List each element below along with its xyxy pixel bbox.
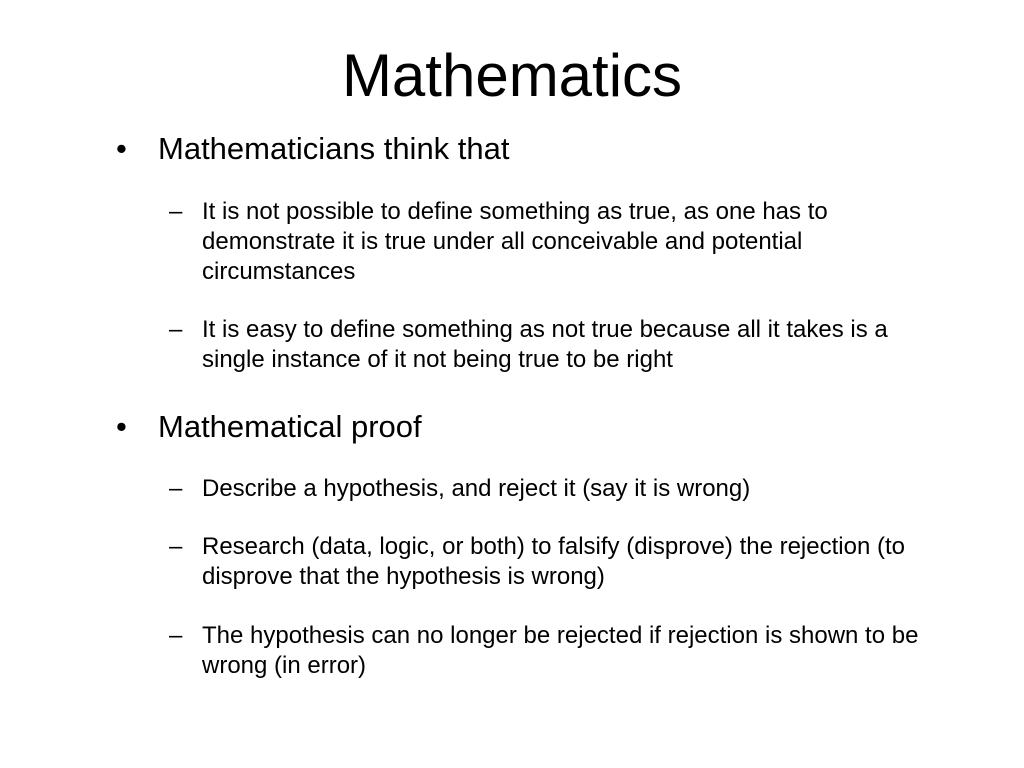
sub-bullet-item: [169, 315, 922, 375]
bullet-item: [116, 409, 938, 445]
sub-bullet-text: Describe a hypothesis, and reject it (say it is wrong): [202, 475, 751, 502]
bullet-icon: •: [116, 131, 127, 166]
sub-bullet-item: [169, 197, 922, 287]
sub-bullet-item: [169, 532, 922, 592]
sub-bullet-text: The hypothesis can no longer be rejected if rejection is shown to be wrong (in error): [202, 622, 919, 679]
bullet-text: Mathematical proof: [158, 409, 422, 444]
sub-bullet-text: It is easy to define something as not true because all it takes is a single instance of it not being true to be right: [202, 316, 888, 373]
dash-icon: –: [169, 622, 183, 649]
dash-icon: –: [169, 316, 183, 343]
sub-bullet-item: [169, 621, 922, 681]
sub-bullet-text: Research (data, logic, or both) to falsify (disprove) the rejection (to disprove that the hypothesis is wrong): [202, 533, 905, 590]
slide-title: Mathematics: [341, 42, 683, 109]
dash-icon: –: [169, 475, 183, 502]
dash-icon: –: [169, 533, 183, 560]
sub-bullet-text: It is not possible to define something as true, as one has to demonstrate it is true under all conceivable and potential circumstances: [202, 198, 828, 285]
bullet-item: [116, 131, 938, 167]
sub-bullet-item: [169, 474, 922, 504]
bullet-icon: •: [116, 409, 127, 444]
bullet-text: Mathematicians think that: [158, 131, 510, 166]
dash-icon: –: [169, 198, 183, 225]
